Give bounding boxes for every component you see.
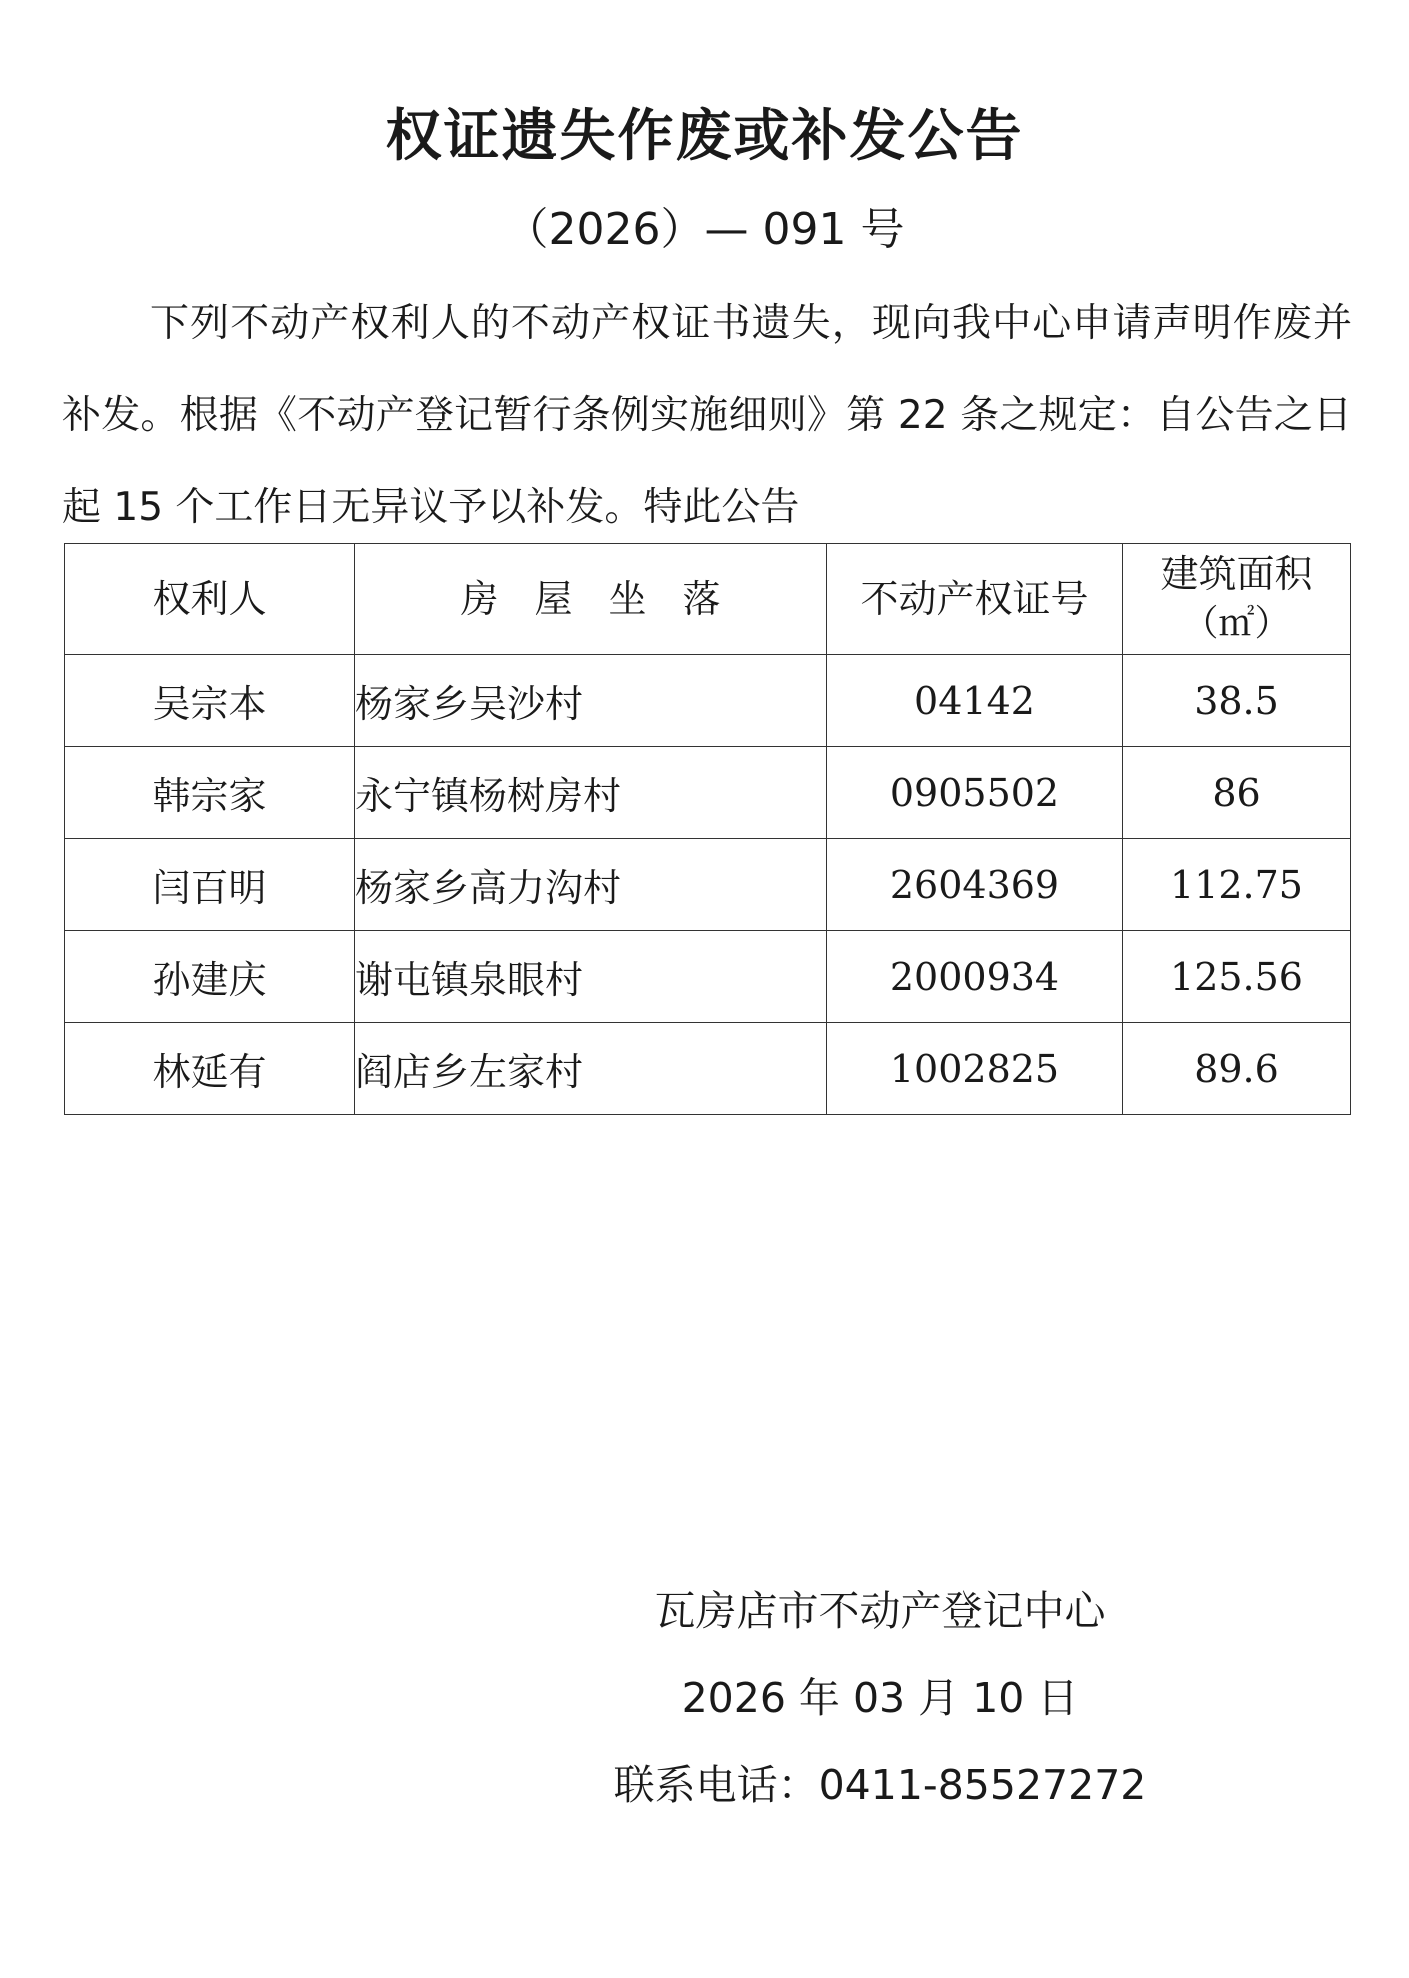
table-row xyxy=(65,839,1351,931)
issuing-organization: 瓦房店市不动产登记中心 xyxy=(654,1587,1106,1635)
cell-location: 杨家乡吴沙村 xyxy=(355,655,827,747)
cell-location: 阎店乡左家村 xyxy=(355,1023,827,1115)
table-header-row xyxy=(65,544,1351,655)
cell-owner: 韩宗家 xyxy=(65,747,355,839)
table-row xyxy=(65,931,1351,1023)
cell-area: 38.5 xyxy=(1123,655,1351,747)
table-row xyxy=(65,1023,1351,1115)
header-location-label: 房屋坐落 xyxy=(460,577,757,621)
cell-cert: 1002825 xyxy=(827,1023,1123,1115)
cell-location: 永宁镇杨树房村 xyxy=(355,747,827,839)
table-row xyxy=(65,747,1351,839)
cell-location: 杨家乡高力沟村 xyxy=(355,839,827,931)
notice-title: 权证遗失作废或补发公告 xyxy=(385,104,1024,169)
issue-date: 2026 年 03 月 10 日 xyxy=(681,1674,1079,1722)
cell-owner: 林延有 xyxy=(65,1023,355,1115)
cell-owner: 孙建庆 xyxy=(65,931,355,1023)
notice-body xyxy=(62,278,1352,554)
cell-owner: 吴宗本 xyxy=(65,655,355,747)
notice-number: （2026）— 091 号 xyxy=(504,204,905,255)
header-cert: 不动产权证号 xyxy=(827,544,1123,655)
lost-certificate-table xyxy=(64,543,1351,1115)
cell-cert: 2000934 xyxy=(827,931,1123,1023)
contact-phone: 联系电话：0411-85527272 xyxy=(613,1761,1147,1809)
header-area-label: 建筑面积 xyxy=(1160,552,1313,596)
cell-cert: 2604369 xyxy=(827,839,1123,931)
table-row xyxy=(65,655,1351,747)
header-owner: 权利人 xyxy=(65,544,355,655)
header-area-unit: （㎡） xyxy=(1182,603,1291,644)
cell-area: 125.56 xyxy=(1123,931,1351,1023)
cell-area: 112.75 xyxy=(1123,839,1351,931)
header-location xyxy=(355,544,827,655)
cell-location: 谢屯镇泉眼村 xyxy=(355,931,827,1023)
notice-body-paragraph: 下列不动产权利人的不动产权证书遗失，现向我中心申请声明作废并补发。根据《不动产登记暂行条例实施细则》第 22 条之规定：自公告之日起 15 个工作日无异议予以补发。特此公告 xyxy=(62,301,1352,530)
header-area xyxy=(1123,544,1351,655)
cell-owner: 闫百明 xyxy=(65,839,355,931)
cell-cert: 04142 xyxy=(827,655,1123,747)
cell-cert: 0905502 xyxy=(827,747,1123,839)
cell-area: 86 xyxy=(1123,747,1351,839)
cell-area: 89.6 xyxy=(1123,1023,1351,1115)
